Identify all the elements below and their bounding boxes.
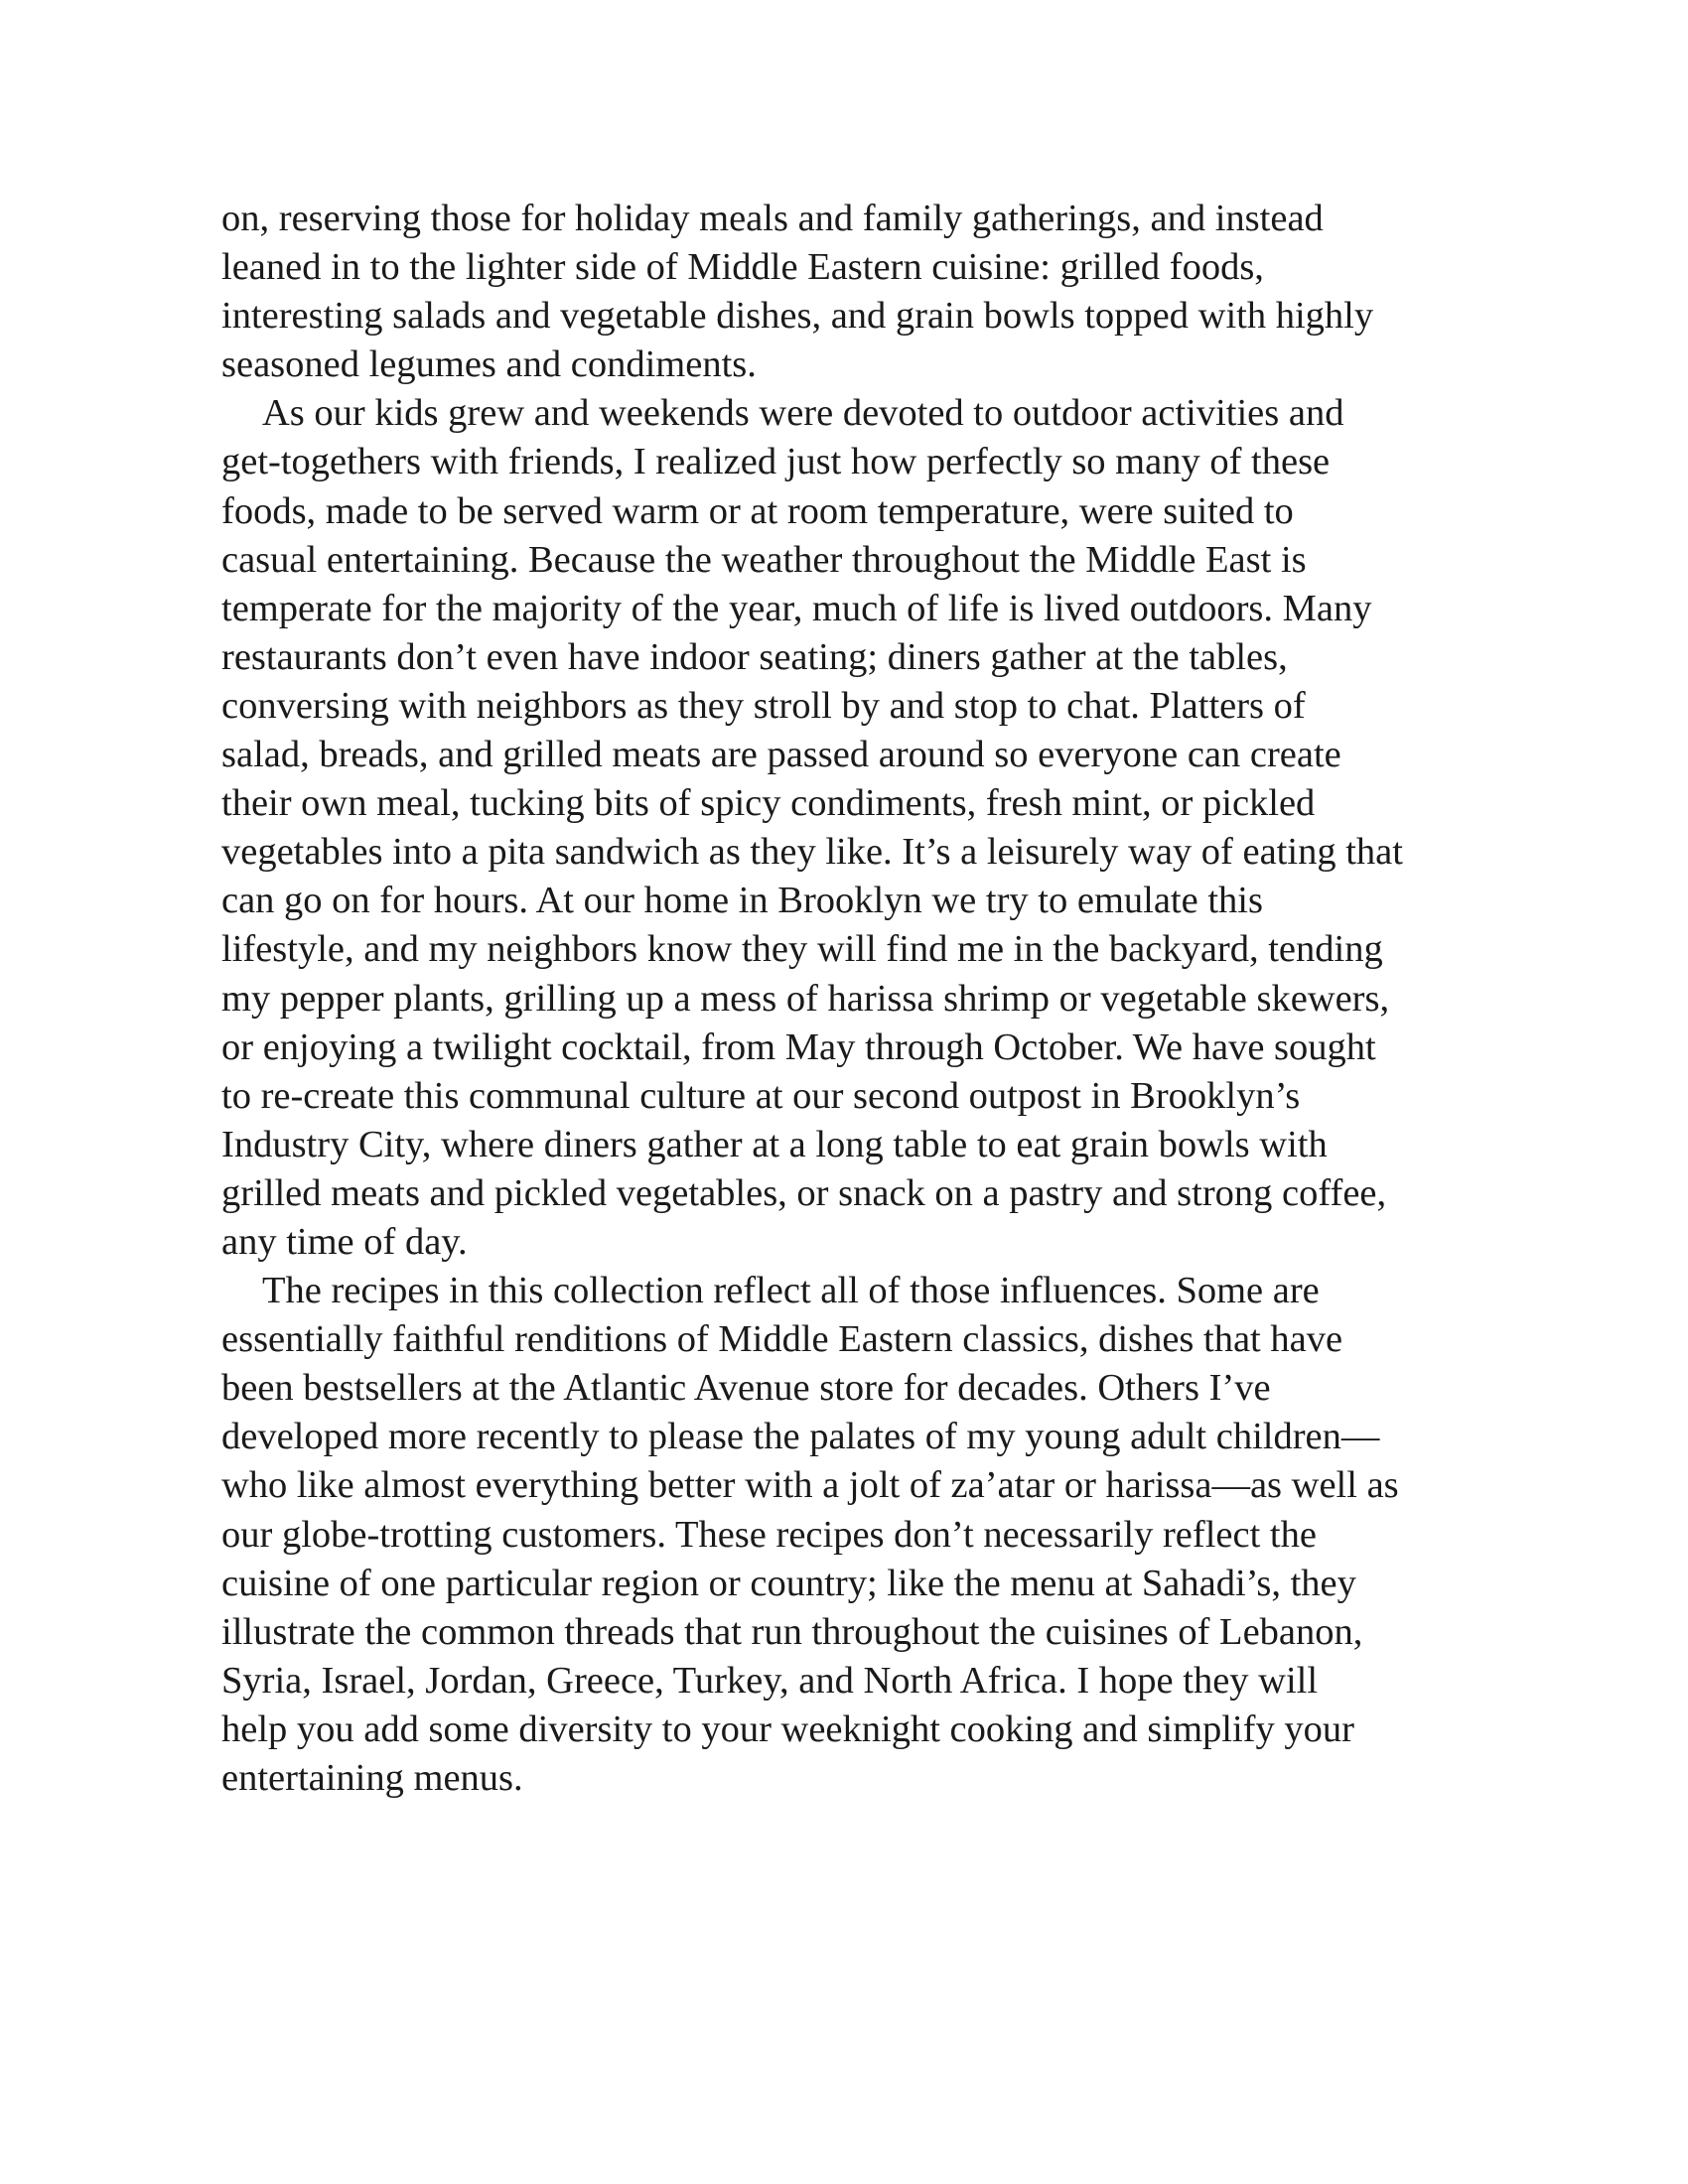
text-line: help you add some diversity to your weeknight cooking and simplify your — [221, 1707, 1354, 1750]
text-line: entertaining menus. — [221, 1757, 523, 1799]
text-line: our globe-trotting customers. These recipes don’t necessarily reflect the — [221, 1513, 1317, 1556]
text-line: conversing with neighbors as they stroll by and stop to chat. Platters of — [221, 684, 1306, 727]
text-line: or enjoying a twilight cocktail, from May through October. We have sought — [221, 1025, 1376, 1068]
text-line: illustrate the common threads that run throughout the cuisines of Lebanon, — [221, 1610, 1363, 1653]
text-line: their own meal, tucking bits of spicy condiments, fresh mint, or pickled — [221, 782, 1316, 825]
paragraph — [221, 1267, 1473, 1803]
text-line: developed more recently to please the palates of my young adult children— — [221, 1416, 1380, 1458]
text-line: restaurants don’t even have indoor seating; diners gather at the tables, — [221, 635, 1288, 678]
text-line: salad, breads, and grilled meats are passed around so everyone can create — [221, 734, 1341, 776]
text-line: cuisine of one particular region or country; like the menu at Sahadi’s, they — [221, 1562, 1356, 1604]
text-line: grilled meats and pickled vegetables, or snack on a pastry and strong coffee, — [221, 1171, 1387, 1214]
text-line: to re-create this communal culture at our second outpost in Brooklyn’s — [221, 1074, 1301, 1117]
text-line: been bestsellers at the Atlantic Avenue store for decades. Others I’ve — [221, 1367, 1271, 1410]
text-line: can go on for hours. At our home in Brooklyn we try to emulate this — [221, 880, 1263, 922]
text-line: foods, made to be served warm or at room temperature, were suited to — [221, 489, 1294, 532]
text-line: vegetables into a pita sandwich as they like. It’s a leisurely way of eating that — [221, 831, 1403, 874]
text-line: The recipes in this collection reflect all of those influences. Some are — [262, 1270, 1320, 1312]
paragraph — [221, 195, 1473, 389]
text-line: Syria, Israel, Jordan, Greece, Turkey, and North Africa. I hope they will — [221, 1659, 1319, 1702]
text-line: interesting salads and vegetable dishes, and grain bowls topped with highly — [221, 295, 1374, 338]
body-text — [221, 195, 1473, 1803]
text-line: leaned in to the lighter side of Middle Eastern cuisine: grilled foods, — [221, 246, 1264, 289]
text-line: any time of day. — [221, 1220, 468, 1263]
text-line: Industry City, where diners gather at a long table to eat grain bowls with — [221, 1123, 1328, 1165]
text-line: casual entertaining. Because the weather throughout the Middle East is — [221, 538, 1307, 581]
text-line: lifestyle, and my neighbors know they will find me in the backyard, tending — [221, 928, 1383, 971]
paragraph — [221, 389, 1473, 1267]
text-line: my pepper plants, grilling up a mess of harissa shrimp or vegetable skewers, — [221, 977, 1390, 1020]
text-line: get-togethers with friends, I realized just how perfectly so many of these — [221, 441, 1331, 483]
text-line: on, reserving those for holiday meals and family gatherings, and instead — [221, 198, 1324, 239]
text-line: essentially faithful renditions of Middle Eastern classics, dishes that have — [221, 1318, 1343, 1361]
text-line: seasoned legumes and condiments. — [221, 343, 757, 386]
text-line: As our kids grew and weekends were devoted to outdoor activities and — [262, 392, 1344, 435]
text-line: who like almost everything better with a jolt of za’atar or harissa—as well as — [221, 1464, 1399, 1507]
text-line: temperate for the majority of the year, much of life is lived outdoors. Many — [221, 587, 1372, 629]
